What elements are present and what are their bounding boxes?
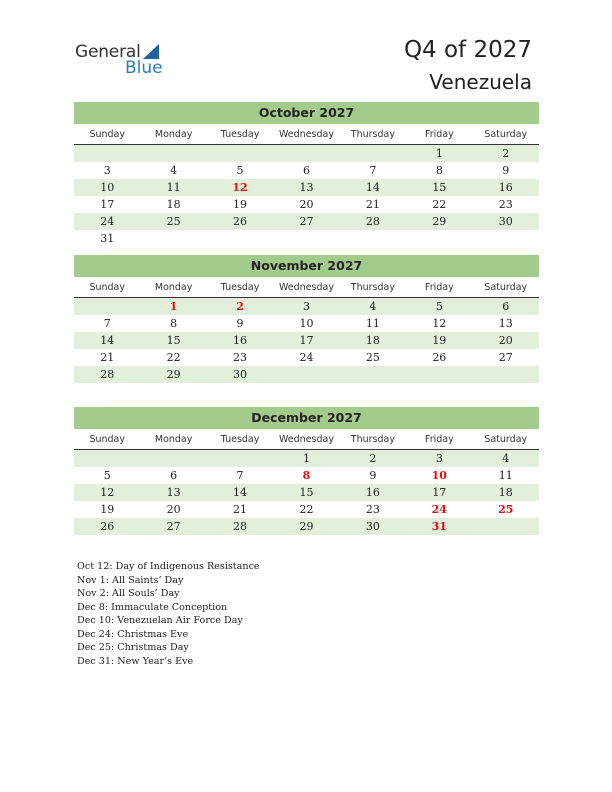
week-row xyxy=(74,518,539,535)
weekday-label: Wednesday xyxy=(278,434,334,445)
holiday-day-cell: 25 xyxy=(498,503,514,516)
holiday-day-cell: 24 xyxy=(431,503,447,516)
holiday-day-cell: 8 xyxy=(302,469,311,482)
day-cell: 18 xyxy=(166,198,181,211)
day-cell xyxy=(406,230,472,247)
day-cell: 16 xyxy=(498,181,513,194)
day-cell xyxy=(273,230,339,247)
day-cell: 27 xyxy=(498,351,513,364)
weekday-label: Tuesday xyxy=(220,282,260,293)
day-cell: 16 xyxy=(233,334,248,347)
month-title: December 2027 xyxy=(74,407,539,429)
holiday-note: Nov 1: All Saints’ Day xyxy=(77,574,184,586)
day-cell: 25 xyxy=(166,215,181,228)
day-cell xyxy=(74,298,140,315)
week-row xyxy=(74,315,539,332)
day-cell: 22 xyxy=(299,503,314,516)
week-row xyxy=(74,298,539,315)
day-cell: 20 xyxy=(299,198,314,211)
day-cell: 21 xyxy=(100,351,115,364)
day-cell: 14 xyxy=(233,486,248,499)
week-row xyxy=(74,196,539,213)
day-cell: 30 xyxy=(233,368,248,381)
weekday-label: Friday xyxy=(424,129,454,140)
holiday-day-cell: 2 xyxy=(236,300,244,313)
week-row xyxy=(74,213,539,230)
day-cell xyxy=(340,145,406,162)
week-row xyxy=(74,162,539,179)
month-calendar xyxy=(74,407,539,535)
day-cell: 24 xyxy=(299,351,314,364)
day-cell xyxy=(340,230,406,247)
day-cell: 11 xyxy=(498,469,513,482)
page-title: Q4 of 2027 xyxy=(403,37,532,63)
day-cell xyxy=(140,230,206,247)
holiday-note: Nov 2: All Souls’ Day xyxy=(77,588,180,599)
weekday-label: Monday xyxy=(154,129,193,140)
weekday-label: Friday xyxy=(424,434,454,445)
day-cell: 22 xyxy=(432,198,447,211)
holiday-note: Oct 12: Day of Indigenous Resistance xyxy=(77,561,260,572)
day-cell: 7 xyxy=(103,317,111,330)
day-cell xyxy=(140,145,206,162)
day-cell: 10 xyxy=(100,181,115,194)
day-cell: 19 xyxy=(100,503,115,516)
day-cell xyxy=(207,450,273,467)
week-row xyxy=(74,484,539,501)
day-cell: 3 xyxy=(435,452,443,465)
day-cell: 27 xyxy=(299,215,314,228)
weekday-label: Wednesday xyxy=(278,129,334,140)
day-cell: 4 xyxy=(502,452,510,465)
weekday-label: Saturday xyxy=(484,434,528,445)
day-cell xyxy=(273,366,339,383)
day-cell: 11 xyxy=(166,181,181,194)
day-cell: 18 xyxy=(365,334,380,347)
holiday-day-cell: 10 xyxy=(431,469,447,482)
weekday-label: Sunday xyxy=(89,129,125,140)
holiday-note: Dec 8: Immaculate Conception xyxy=(77,601,228,613)
day-cell: 5 xyxy=(236,164,244,177)
day-cell: 30 xyxy=(365,520,380,533)
weekday-label: Tuesday xyxy=(220,434,260,445)
day-cell: 15 xyxy=(166,334,181,347)
logo-word-general: General xyxy=(75,42,141,62)
day-cell: 7 xyxy=(236,469,244,482)
day-cell: 26 xyxy=(432,351,447,364)
day-cell: 29 xyxy=(166,368,181,381)
day-cell: 14 xyxy=(100,334,115,347)
day-cell: 3 xyxy=(103,164,111,177)
day-cell: 15 xyxy=(299,486,314,499)
day-cell: 6 xyxy=(302,164,310,177)
weekday-label: Monday xyxy=(154,434,193,445)
week-row xyxy=(74,332,539,349)
holiday-note: Dec 10: Venezuelan Air Force Day xyxy=(77,615,243,626)
day-cell: 21 xyxy=(365,198,380,211)
day-cell: 17 xyxy=(432,486,447,499)
day-cell: 3 xyxy=(302,300,310,313)
day-cell: 27 xyxy=(166,520,181,533)
day-cell: 9 xyxy=(502,164,510,177)
day-cell: 2 xyxy=(502,147,510,160)
day-cell xyxy=(473,518,539,535)
day-cell: 9 xyxy=(369,469,377,482)
day-cell: 19 xyxy=(233,198,248,211)
day-cell xyxy=(74,145,140,162)
day-cell: 8 xyxy=(170,317,178,330)
month-title: November 2027 xyxy=(74,255,539,277)
day-cell: 12 xyxy=(100,486,115,499)
week-row xyxy=(74,230,539,247)
day-cell: 13 xyxy=(498,317,513,330)
day-cell: 8 xyxy=(435,164,443,177)
weekday-label: Tuesday xyxy=(220,129,260,140)
day-cell xyxy=(207,145,273,162)
day-cell: 9 xyxy=(236,317,244,330)
week-row xyxy=(74,349,539,366)
weekday-label: Wednesday xyxy=(278,282,334,293)
holiday-day-cell: 31 xyxy=(431,520,447,533)
holiday-note: Dec 24: Christmas Eve xyxy=(77,628,189,640)
day-cell: 23 xyxy=(233,351,248,364)
weekday-label: Monday xyxy=(154,282,193,293)
weekday-label: Thursday xyxy=(350,434,395,445)
day-cell: 20 xyxy=(166,503,181,516)
day-cell: 20 xyxy=(498,334,513,347)
weekday-label: Saturday xyxy=(484,282,528,293)
holiday-note: Dec 31: New Year’s Eve xyxy=(77,655,194,667)
day-cell xyxy=(406,366,472,383)
month-title: October 2027 xyxy=(74,102,539,124)
week-row xyxy=(74,467,539,484)
week-row xyxy=(74,179,539,196)
day-cell: 10 xyxy=(299,317,314,330)
day-cell: 26 xyxy=(100,520,115,533)
holiday-note: Dec 25: Christmas Day xyxy=(77,642,189,653)
logo xyxy=(75,42,185,80)
day-cell: 23 xyxy=(498,198,513,211)
day-cell: 18 xyxy=(498,486,513,499)
day-cell: 5 xyxy=(435,300,443,313)
weekday-label: Sunday xyxy=(89,282,125,293)
day-cell: 4 xyxy=(170,164,178,177)
day-cell: 1 xyxy=(435,147,443,160)
weekday-label: Friday xyxy=(424,282,454,293)
day-cell: 11 xyxy=(365,317,380,330)
holiday-day-cell: 1 xyxy=(169,300,178,313)
day-cell: 23 xyxy=(365,503,380,516)
day-cell: 4 xyxy=(369,300,377,313)
day-cell xyxy=(473,366,539,383)
day-cell: 13 xyxy=(166,486,181,499)
day-cell: 7 xyxy=(369,164,377,177)
day-cell: 16 xyxy=(365,486,380,499)
day-cell xyxy=(340,366,406,383)
logo-triangle-icon xyxy=(143,44,159,59)
day-cell: 21 xyxy=(233,503,248,516)
day-cell: 24 xyxy=(100,215,115,228)
day-cell: 31 xyxy=(100,232,115,245)
month-calendar xyxy=(74,255,539,383)
weekday-label: Sunday xyxy=(89,434,125,445)
weekday-label: Thursday xyxy=(350,282,395,293)
holiday-notes xyxy=(77,560,260,668)
day-cell: 17 xyxy=(100,198,115,211)
weekday-label: Thursday xyxy=(350,129,395,140)
day-cell: 6 xyxy=(502,300,510,313)
day-cell xyxy=(207,230,273,247)
week-row xyxy=(74,145,539,162)
day-cell: 28 xyxy=(233,520,248,533)
day-cell: 14 xyxy=(365,181,380,194)
day-cell: 6 xyxy=(170,469,178,482)
day-cell: 25 xyxy=(365,351,380,364)
month-calendar xyxy=(74,102,539,247)
logo-word-blue: Blue xyxy=(125,58,163,78)
day-cell: 17 xyxy=(299,334,314,347)
day-cell xyxy=(140,450,206,467)
day-cell xyxy=(273,145,339,162)
week-row xyxy=(74,366,539,383)
day-cell xyxy=(473,230,539,247)
day-cell: 19 xyxy=(432,334,447,347)
week-row xyxy=(74,450,539,467)
holiday-day-cell: 12 xyxy=(232,181,248,194)
day-cell: 12 xyxy=(432,317,447,330)
day-cell: 30 xyxy=(498,215,513,228)
day-cell: 13 xyxy=(299,181,314,194)
day-cell: 15 xyxy=(432,181,447,194)
day-cell: 29 xyxy=(432,215,447,228)
week-row xyxy=(74,501,539,518)
day-cell xyxy=(74,450,140,467)
weekday-header-row xyxy=(74,126,539,145)
day-cell: 2 xyxy=(369,452,377,465)
day-cell: 26 xyxy=(233,215,248,228)
day-cell: 28 xyxy=(365,215,380,228)
weekday-header-row xyxy=(74,279,539,298)
day-cell: 29 xyxy=(299,520,314,533)
country-name: Venezuela xyxy=(429,70,532,94)
weekday-label: Saturday xyxy=(484,129,528,140)
weekday-header-row xyxy=(74,431,539,450)
day-cell: 1 xyxy=(302,452,310,465)
day-cell: 5 xyxy=(103,469,111,482)
day-cell: 22 xyxy=(166,351,181,364)
day-cell: 28 xyxy=(100,368,115,381)
